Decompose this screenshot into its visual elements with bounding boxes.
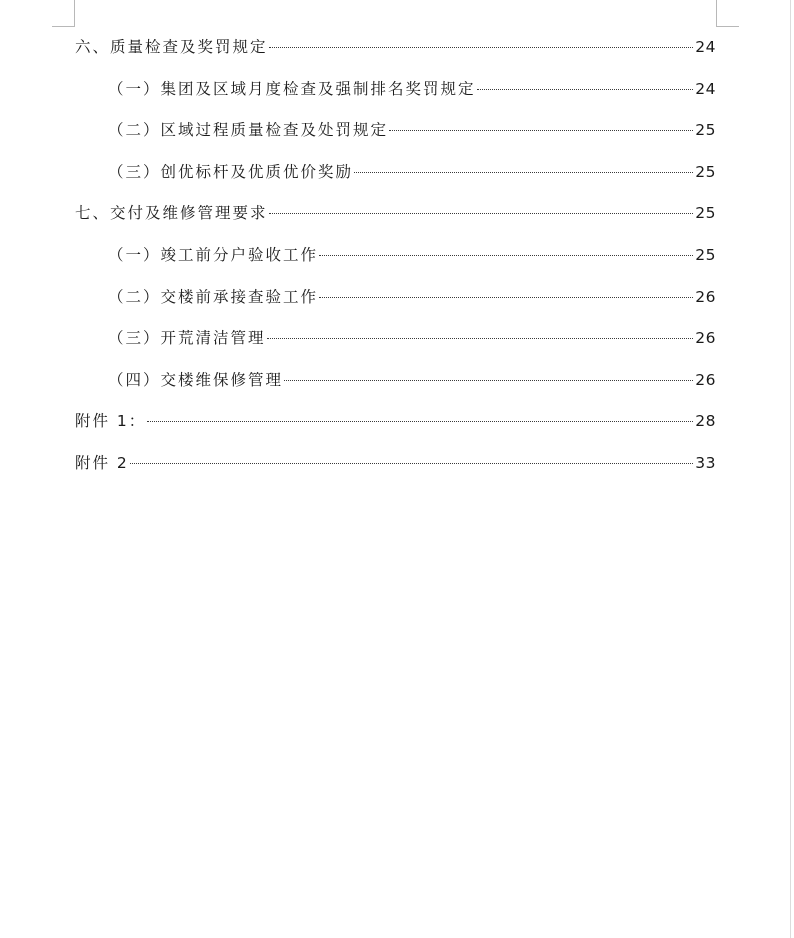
toc-entry-section-6-3[interactable] [75, 159, 716, 201]
page-edge [790, 0, 791, 938]
toc-entry-title: 六、质量检查及奖罚规定 [75, 38, 268, 56]
toc-page-number: 25 [695, 121, 716, 140]
toc-entry-title: 七、交付及维修管理要求 [75, 204, 268, 223]
toc-entry-appendix-2[interactable] [75, 450, 716, 492]
toc-page-number: 25 [695, 204, 716, 223]
toc-dot-leader [130, 463, 693, 464]
toc-entry-title: 附件 1： [75, 412, 147, 431]
toc-entry-appendix-1[interactable] [75, 408, 716, 450]
toc-dot-leader [147, 421, 693, 422]
toc-page-number: 26 [695, 329, 716, 348]
toc-page-number: 24 [695, 79, 716, 98]
toc-entry-title: （三）开荒清洁管理 [108, 329, 266, 348]
toc-entry-title: （一）竣工前分户验收工作 [108, 245, 319, 264]
table-of-contents [75, 34, 716, 492]
toc-dot-leader [267, 338, 694, 339]
toc-entry-section-6-2[interactable] [75, 117, 716, 159]
toc-dot-leader [319, 255, 693, 256]
toc-dot-leader [269, 47, 694, 48]
toc-entry-section-7-4[interactable] [75, 367, 716, 409]
toc-entry-title: （三）创优标杆及优质优价奖励 [108, 162, 354, 181]
toc-entry-title: 附件 2 [75, 453, 129, 472]
toc-page-number: 33 [695, 453, 716, 472]
toc-entry-section-6[interactable] [75, 34, 716, 76]
toc-dot-leader [269, 213, 694, 214]
toc-page-number: 28 [695, 412, 716, 431]
toc-entry-section-7-3[interactable] [75, 325, 716, 367]
toc-entry-title: （二）区域过程质量检查及处罚规定 [108, 121, 389, 140]
toc-entry-title: （二）交楼前承接查验工作 [108, 287, 319, 306]
toc-entry-title: （一）集团及区域月度检查及强制排名奖罚规定 [108, 79, 476, 98]
toc-dot-leader [284, 380, 693, 381]
toc-page-number: 26 [695, 370, 716, 389]
margin-corner-top-right [716, 0, 739, 27]
toc-dot-leader [319, 297, 693, 298]
toc-dot-leader [477, 89, 694, 90]
toc-page-number: 26 [695, 287, 716, 306]
toc-page-number: 25 [695, 245, 716, 264]
toc-entry-section-7-1[interactable] [75, 242, 716, 284]
toc-dot-leader [389, 130, 693, 131]
margin-corner-top-left [52, 0, 75, 27]
toc-entry-title: （四）交楼维保修管理 [108, 370, 284, 389]
toc-page-number: 24 [695, 38, 716, 56]
toc-entry-section-7-2[interactable] [75, 284, 716, 326]
toc-entry-section-6-1[interactable] [75, 76, 716, 118]
toc-entry-section-7[interactable] [75, 200, 716, 242]
toc-dot-leader [354, 172, 693, 173]
toc-page-number: 25 [695, 162, 716, 181]
